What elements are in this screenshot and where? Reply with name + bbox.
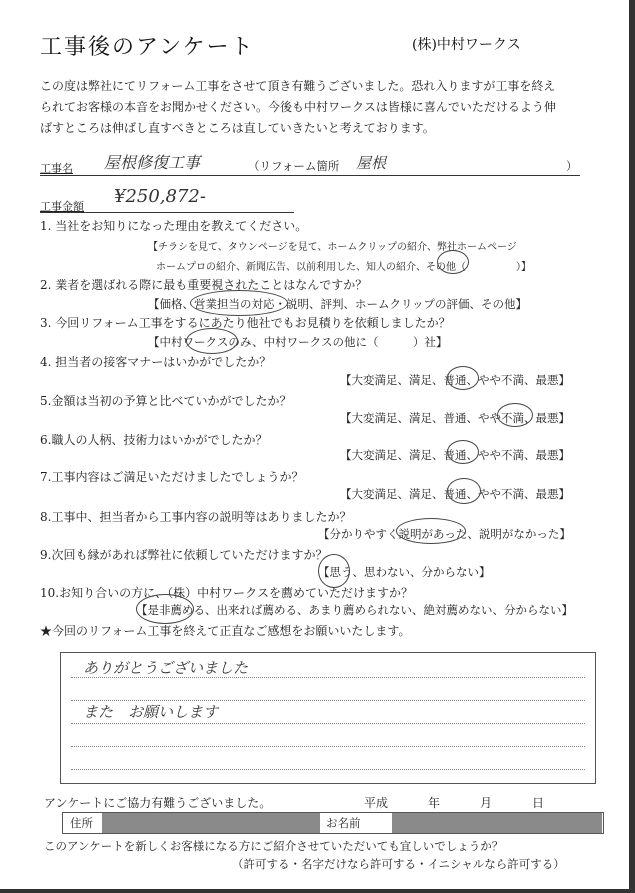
question-1-options-line1[interactable]: 【チラシを見て、タウンページを見て、ホームクリップの紹介、弊社ホームページ xyxy=(148,242,517,253)
selection-circle xyxy=(437,250,469,274)
question-6: 6.職人の人柄、技術力はいかがでしたか？ xyxy=(40,433,268,447)
comment-prompt: ★今回のリフォーム工事を終えて正直なご感想をお願いいたします。 xyxy=(40,624,411,638)
question-1: 1. 当社をお知りになった理由を教えてください。 xyxy=(40,219,308,233)
question-10: 10.お知り合いの方に、（株）中村ワークスを薦めていただけますか？ xyxy=(40,586,413,600)
location-value[interactable]: 屋根 xyxy=(356,154,387,172)
location-label: （リフォーム箇所 xyxy=(248,159,340,173)
comment-line-2: また お願いします xyxy=(83,703,219,721)
location-close: ） xyxy=(566,159,578,173)
question-10-options[interactable]: 【是非薦める、出来れば薦める、あまり薦められない、絶対薦めない、分からない】 xyxy=(136,603,573,617)
scan-border-right xyxy=(629,0,635,893)
permission-options[interactable]: （許可する・名字だけなら許可する・イニシャルなら許可する） xyxy=(232,857,565,871)
question-3: 3. 今回リフォーム工事をするにあたり他社でもお見積りを依頼しましたか？ xyxy=(40,316,451,330)
company-name: (株)中村ワークス xyxy=(412,37,521,53)
ruled-line xyxy=(71,769,585,770)
date-era: 平成 xyxy=(364,796,389,810)
project-name-value[interactable]: 屋根修復工事 xyxy=(104,153,201,172)
comment-box[interactable] xyxy=(60,652,596,784)
selection-circle xyxy=(396,518,466,544)
survey-title: 工事後のアンケート xyxy=(40,35,255,60)
question-5-options[interactable]: 【大変満足、満足、普通、やや不満、最悪】 xyxy=(340,411,570,425)
name-label: お名前 xyxy=(326,816,361,830)
scan-border-bottom xyxy=(0,889,635,893)
question-2: 2. 業者を選ばれる際に最も重要視されたことはなんですか？ xyxy=(40,278,368,292)
selection-circle xyxy=(136,594,194,624)
selection-circle xyxy=(447,366,479,390)
address-redacted[interactable] xyxy=(102,813,320,833)
question-8: 8.工事中、担当者から工事内容の説明等はありましたか？ xyxy=(40,510,352,524)
selection-circle xyxy=(447,478,481,504)
question-9: 9.次回も縁があれば弊社に依頼していただけますか？ xyxy=(40,548,328,562)
address-label: 住所 xyxy=(70,816,93,830)
intro-line: ばすところは伸ばし直すべきところは直していきたいと考えております。 xyxy=(40,121,435,135)
question-4-options[interactable]: 【大変満足、満足、普通、やや不満、最悪】 xyxy=(340,373,570,387)
question-6-options[interactable]: 【大変満足、満足、普通、やや不満、最悪】 xyxy=(340,448,570,462)
project-name-underline xyxy=(40,175,580,176)
date-month: 月 xyxy=(480,796,493,810)
selection-circle xyxy=(190,290,288,316)
comment-line-1: ありがとうございました xyxy=(83,659,249,677)
ruled-line xyxy=(71,746,585,747)
question-3-options[interactable]: 【中村ワークスのみ、中村ワークスの他に（ ）社】 xyxy=(148,335,448,349)
question-7: 7.工事内容はご満足いただけましたでしょうか？ xyxy=(40,470,304,484)
intro-line: られてお客様の本音をお聞かせください。今後も中村ワークスは皆様に喜んでいただけるよう伸 xyxy=(40,100,556,114)
amount-label: 工事金額 xyxy=(40,200,84,213)
ruled-line xyxy=(71,723,585,724)
question-5: 5.金額は当初の予算と比べていかがでしたか？ xyxy=(40,394,292,408)
thanks-message: アンケートにご協力有難うございました。 xyxy=(44,796,272,810)
selection-circle xyxy=(447,440,479,464)
question-8-options[interactable]: 【分かりやすく説明があった、説明がなかった】 xyxy=(318,527,571,541)
intro-line: この度は弊社にてリフォーム工事をさせて頂き有難うございました。恐れ入りますが工事を終え xyxy=(40,79,556,93)
permission-question: このアンケートを新しくお客様になる方にご紹介させていただいても宜しいでしょうか？ xyxy=(44,839,504,853)
question-4: 4. 担当者の接客マナーはいかがでしたか？ xyxy=(40,355,272,369)
question-9-options[interactable]: 【思う、思わない、分からない】 xyxy=(318,565,491,579)
selection-circle xyxy=(497,403,533,427)
name-redacted[interactable] xyxy=(392,813,602,833)
question-1-options-line2[interactable]: ホームプロの紹介、新聞広告、以前利用した、知人の紹介、その他（ ）】 xyxy=(156,262,531,273)
date-year: 年 xyxy=(428,796,441,810)
selection-circle xyxy=(186,328,238,354)
project-name-label: 工事名 xyxy=(40,162,73,175)
question-2-options[interactable]: 【価格、営業担当の対応・説明、評判、ホームクリップの評価、その他】 xyxy=(148,297,528,311)
question-7-options[interactable]: 【大変満足、満足、普通、やや不満、最悪】 xyxy=(340,487,570,501)
intro-paragraph xyxy=(40,76,600,139)
date-day: 日 xyxy=(532,796,545,810)
amount-value[interactable]: ¥250,872- xyxy=(114,186,206,207)
selection-circle xyxy=(318,554,350,588)
